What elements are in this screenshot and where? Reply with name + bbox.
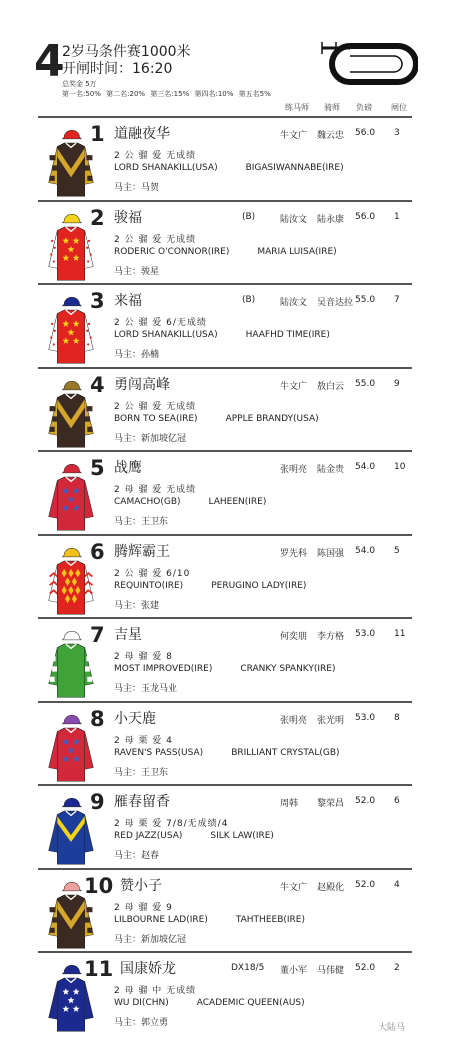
horse-details: 2 母 骝 爱 9 bbox=[114, 902, 173, 913]
horse-name: 战鹰 bbox=[114, 460, 142, 476]
runner-row bbox=[38, 617, 450, 701]
horse-details: 2 母 栗 爱 4 bbox=[114, 735, 173, 746]
runner-number: 9 bbox=[90, 790, 105, 814]
runner-number: 4 bbox=[90, 372, 105, 397]
runner-row bbox=[38, 116, 450, 200]
horse-name: 勇闯高峰 bbox=[114, 376, 170, 393]
jockey-name: 黎荣昌 bbox=[317, 799, 345, 809]
jockey-name: 赵殿化 bbox=[317, 882, 345, 893]
barrier-draw: 11 bbox=[394, 629, 406, 639]
dam-name: SILK LAW(IRE) bbox=[210, 831, 274, 841]
barrier-draw: 8 bbox=[394, 712, 400, 723]
sire-name: BORN TO SEA(IRE) bbox=[114, 413, 198, 424]
dam-name: HAAFHD TIME(IRE) bbox=[245, 330, 330, 340]
barrier-draw: 7 bbox=[394, 295, 400, 305]
jockey-name: 魏云忠 bbox=[317, 131, 345, 141]
owner-name: 马主：玉龙马业 bbox=[114, 684, 178, 694]
runner-row bbox=[38, 534, 450, 618]
jockey-name: 张光明 bbox=[317, 715, 345, 726]
sire-name: MOST IMPROVED(IRE) bbox=[114, 664, 213, 674]
jockey-name: 马伟健 bbox=[317, 966, 345, 976]
dam-name: MARIA LUISA(IRE) bbox=[257, 246, 337, 257]
pedigree bbox=[114, 581, 306, 591]
runner-row bbox=[38, 450, 450, 534]
gear-note: (B) bbox=[242, 211, 256, 222]
trainer-name: 周韩 bbox=[280, 799, 299, 809]
horse-name: 骏福 bbox=[114, 209, 142, 226]
trainer-name: 罗先科 bbox=[280, 548, 308, 559]
barrier-draw: 2 bbox=[394, 963, 400, 973]
prize-second: 第二名:20% bbox=[106, 90, 146, 98]
horse-name: 吉星 bbox=[114, 627, 142, 643]
jockey-name: 敖白云 bbox=[317, 381, 345, 392]
runner-row bbox=[38, 200, 450, 284]
owner-name: 马主：王卫东 bbox=[114, 517, 169, 527]
runner-row bbox=[38, 283, 450, 367]
jockey-name: 李方格 bbox=[317, 632, 345, 642]
carried-weight: 56.0 bbox=[355, 211, 376, 222]
dam-name: BRILLIANT CRYSTAL(GB) bbox=[231, 747, 340, 758]
row-divider bbox=[38, 701, 412, 703]
trainer-name: 陆汝文 bbox=[280, 298, 308, 308]
jockey-name: 陆永康 bbox=[317, 214, 345, 225]
race-purse: 总奖金 5万 bbox=[62, 80, 97, 88]
pedigree bbox=[114, 998, 305, 1008]
runner-row bbox=[38, 784, 450, 868]
row-divider bbox=[38, 283, 412, 285]
row-divider bbox=[38, 784, 412, 786]
owner-name: 马主：郭立勇 bbox=[114, 1018, 169, 1028]
prize-first: 第一名:50% bbox=[62, 90, 101, 98]
runner-number: 8 bbox=[90, 706, 105, 731]
gear-note: (B) bbox=[242, 295, 256, 305]
runner-row bbox=[38, 868, 450, 952]
row-divider bbox=[38, 868, 412, 870]
dam-name: BIGASIWANNABE(IRE) bbox=[245, 163, 344, 173]
owner-name: 马主：王卫东 bbox=[114, 767, 169, 778]
pedigree bbox=[114, 414, 319, 424]
pedigree bbox=[114, 497, 266, 507]
runner-number: 6 bbox=[90, 539, 105, 564]
barrier-draw: 4 bbox=[394, 879, 400, 890]
prize-fourth: 第四名:10% bbox=[194, 90, 234, 98]
horse-details: 2 母 骝 爱 8 bbox=[114, 652, 173, 662]
horse-name: 来福 bbox=[114, 293, 142, 309]
race-number: 4 bbox=[34, 36, 65, 87]
runner-number: 5 bbox=[90, 456, 105, 480]
barrier-draw: 6 bbox=[394, 796, 400, 806]
horse-name: 国康娇龙 bbox=[120, 961, 176, 977]
trainer-name: 牛文广 bbox=[280, 131, 308, 141]
carried-weight: 52.0 bbox=[355, 963, 376, 973]
jockey-name: 陆金贵 bbox=[317, 465, 345, 475]
dam-name: LAHEEN(IRE) bbox=[208, 497, 267, 507]
header-draw: 闸位 bbox=[391, 103, 407, 112]
runner-number: 2 bbox=[90, 205, 105, 230]
race-title: 2岁马条件赛1000米 bbox=[62, 44, 191, 60]
row-divider bbox=[38, 116, 412, 118]
horse-details: 2 母 骝 爱 无成绩 bbox=[114, 485, 197, 495]
pedigree bbox=[114, 915, 305, 925]
horse-details: 2 母 骝 中 无成绩 bbox=[114, 986, 197, 996]
carried-weight: 55.0 bbox=[355, 295, 376, 305]
barrier-draw: 1 bbox=[394, 211, 400, 222]
horse-name: 赞小子 bbox=[120, 877, 162, 894]
owner-name: 马主：赵春 bbox=[114, 851, 160, 861]
sire-name: REQUINTO(IRE) bbox=[114, 580, 184, 591]
sire-name: LORD SHANAKILL(USA) bbox=[114, 163, 218, 173]
trainer-name: 张明亮 bbox=[280, 465, 308, 475]
barrier-draw: 9 bbox=[394, 378, 400, 389]
runner-row bbox=[38, 701, 450, 785]
carried-weight: 52.0 bbox=[355, 879, 376, 890]
race-header bbox=[0, 0, 450, 120]
sire-name: LORD SHANAKILL(USA) bbox=[114, 330, 218, 340]
horse-name: 小天鹿 bbox=[114, 710, 156, 727]
watermark-text: 大陆马 bbox=[378, 1023, 406, 1033]
sire-name: CAMACHO(GB) bbox=[114, 497, 181, 507]
pedigree bbox=[114, 330, 330, 340]
dam-name: APPLE BRANDY(USA) bbox=[225, 413, 319, 424]
barrier-draw: 5 bbox=[394, 545, 400, 556]
track-diagram-icon bbox=[320, 38, 418, 90]
trainer-name: 陆汝文 bbox=[280, 214, 308, 225]
row-divider bbox=[38, 450, 412, 452]
horse-name: 道融夜华 bbox=[114, 126, 170, 142]
horse-details: 2 公 骝 爱 无成绩 bbox=[114, 234, 197, 245]
horse-details: 2 公 骝 爱 无成绩 bbox=[114, 401, 197, 412]
carried-weight: 53.0 bbox=[355, 712, 376, 723]
owner-name: 马主：新加坡亿冠 bbox=[114, 934, 187, 945]
barrier-draw: 3 bbox=[394, 128, 400, 138]
runner-number: 10 bbox=[84, 873, 114, 898]
horse-name: 雁春留香 bbox=[114, 794, 170, 810]
carried-weight: 54.0 bbox=[355, 462, 376, 472]
jockey-name: 吴音达拉 bbox=[317, 298, 354, 308]
row-divider bbox=[38, 367, 412, 369]
header-weight: 负磅 bbox=[356, 103, 372, 112]
dam-name: ACADEMIC QUEEN(AUS) bbox=[196, 998, 305, 1008]
row-divider bbox=[38, 951, 412, 953]
owner-name: 马主：马贺 bbox=[114, 183, 160, 193]
header-trainer: 练马师 bbox=[285, 103, 309, 112]
pedigree bbox=[114, 163, 344, 173]
sire-name: RAVEN'S PASS(USA) bbox=[114, 747, 204, 758]
owner-name: 马主：新加坡亿冠 bbox=[114, 433, 187, 444]
horse-details: 2 公 骝 爱 无成绩 bbox=[114, 151, 197, 161]
pedigree bbox=[114, 748, 340, 758]
carried-weight: 55.0 bbox=[355, 378, 376, 389]
runner-number: 3 bbox=[90, 289, 105, 313]
sire-name: RODERIC O'CONNOR(IRE) bbox=[114, 246, 230, 257]
row-divider bbox=[38, 534, 412, 536]
owner-name: 马主：孙楠 bbox=[114, 350, 160, 360]
barrier-draw: 10 bbox=[394, 462, 406, 472]
gear-note: DX18/5 bbox=[231, 963, 265, 973]
sire-name: RED JAZZ(USA) bbox=[114, 831, 183, 841]
horse-name: 腾辉霸王 bbox=[114, 543, 170, 560]
dam-name: PERUGINO LADY(IRE) bbox=[211, 580, 307, 591]
pedigree bbox=[114, 831, 274, 841]
trainer-name: 牛文广 bbox=[280, 882, 308, 893]
runner-row bbox=[38, 367, 450, 451]
jockey-name: 陈国强 bbox=[317, 548, 345, 559]
trainer-name: 何奕朋 bbox=[280, 632, 308, 642]
pedigree bbox=[114, 247, 337, 257]
sire-name: WU DI(CHN) bbox=[114, 998, 169, 1008]
row-divider bbox=[38, 200, 412, 202]
runner-number: 11 bbox=[84, 957, 114, 981]
runner-number: 7 bbox=[90, 623, 105, 647]
race-start-time: 开闸时间：16:20 bbox=[62, 61, 173, 77]
prize-third: 第三名:15% bbox=[150, 90, 190, 98]
horse-details: 2 母 栗 爱 7/8/无成绩/4 bbox=[114, 819, 229, 829]
row-divider bbox=[38, 617, 412, 619]
dam-name: CRANKY SPANKY(IRE) bbox=[240, 664, 336, 674]
trainer-name: 张明亮 bbox=[280, 715, 308, 726]
dam-name: TAHTHEEB(IRE) bbox=[235, 914, 305, 925]
header-jockey: 骑师 bbox=[324, 103, 340, 112]
prize-distribution bbox=[62, 89, 274, 99]
carried-weight: 53.0 bbox=[355, 629, 376, 639]
owner-name: 马主：张建 bbox=[114, 600, 160, 611]
owner-name: 马主：骏星 bbox=[114, 266, 160, 277]
horse-details: 2 公 骝 爱 6/无成绩 bbox=[114, 318, 207, 328]
pedigree bbox=[114, 664, 336, 674]
runner-number: 1 bbox=[90, 122, 105, 146]
trainer-name: 牛文广 bbox=[280, 381, 308, 392]
carried-weight: 56.0 bbox=[355, 128, 376, 138]
carried-weight: 52.0 bbox=[355, 796, 376, 806]
carried-weight: 54.0 bbox=[355, 545, 376, 556]
trainer-name: 董小军 bbox=[280, 966, 308, 976]
horse-details: 2 公 骝 爱 6/10 bbox=[114, 568, 191, 579]
prize-fifth: 第五名5% bbox=[238, 90, 271, 98]
sire-name: LILBOURNE LAD(IRE) bbox=[114, 914, 208, 925]
